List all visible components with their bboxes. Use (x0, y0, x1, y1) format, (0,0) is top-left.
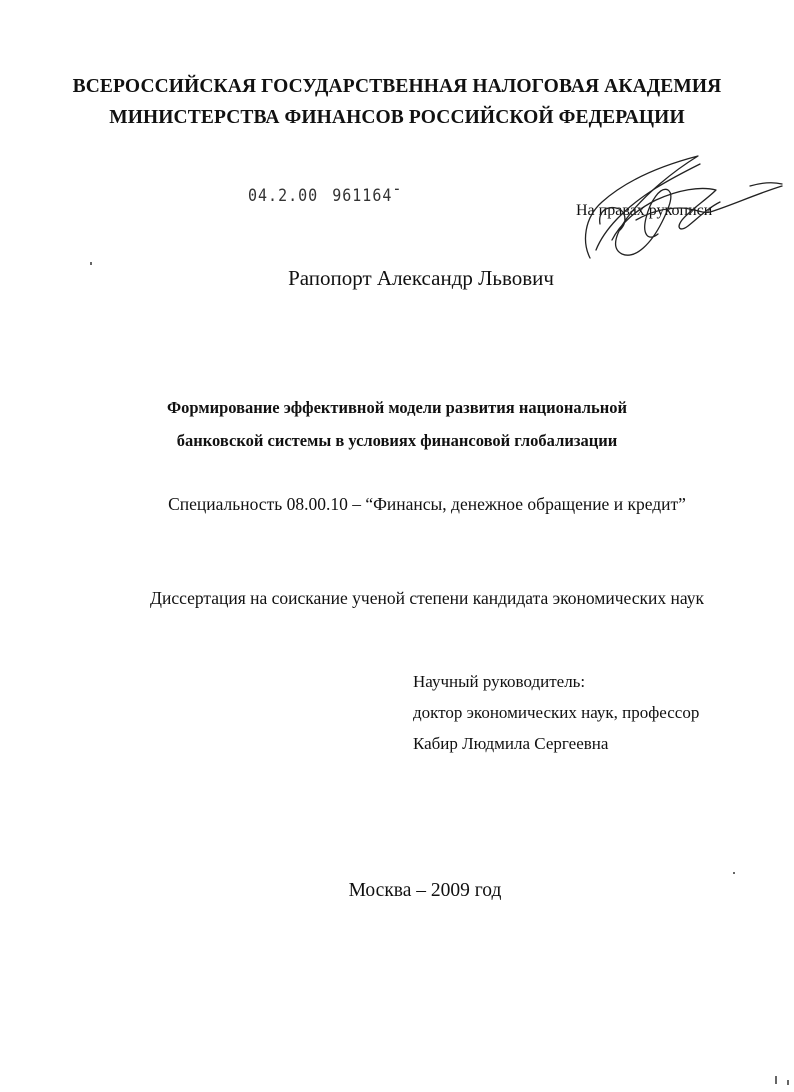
scan-speck (90, 262, 92, 265)
advisor-label: Научный руководитель: (413, 672, 586, 691)
scan-speck (787, 1080, 789, 1085)
manuscript-note: На правах рукописи (576, 202, 713, 219)
scan-speck (775, 1076, 777, 1084)
dissertation-title-line-2: банковской системы в условиях финансовой глобализации (176, 431, 618, 450)
stamp-number: 961164 (332, 185, 393, 206)
signature-image (560, 150, 785, 265)
archive-stamp (248, 178, 403, 206)
degree-statement: Диссертация на соискание ученой степени кандидата экономических наук (150, 588, 704, 608)
city-year: Москва – 2009 год (348, 880, 502, 901)
specialty: Специальность 08.00.10 – “Финансы, денежное обращение и кредит” (168, 494, 686, 514)
dissertation-title-line-1: Формирование эффективной модели развития национальной (166, 398, 627, 417)
academy-name-line-1: ВСЕРОССИЙСКАЯ ГОСУДАРСТВЕННАЯ НАЛОГОВАЯ АКАДЕМИЯ (72, 76, 722, 97)
scan-speck (733, 872, 735, 874)
advisor-name: Кабир Людмила Сергеевна (413, 734, 609, 753)
stamp-code: 04.2.00 (248, 185, 319, 206)
author-name: Рапопорт Александр Львович (288, 266, 554, 290)
academy-name-line-2: МИНИСТЕРСТВА ФИНАНСОВ РОССИЙСКОЙ ФЕДЕРАЦИИ (109, 107, 685, 128)
advisor-position: доктор экономических наук, профессор (413, 703, 700, 722)
stamp-mark: - (392, 178, 403, 199)
